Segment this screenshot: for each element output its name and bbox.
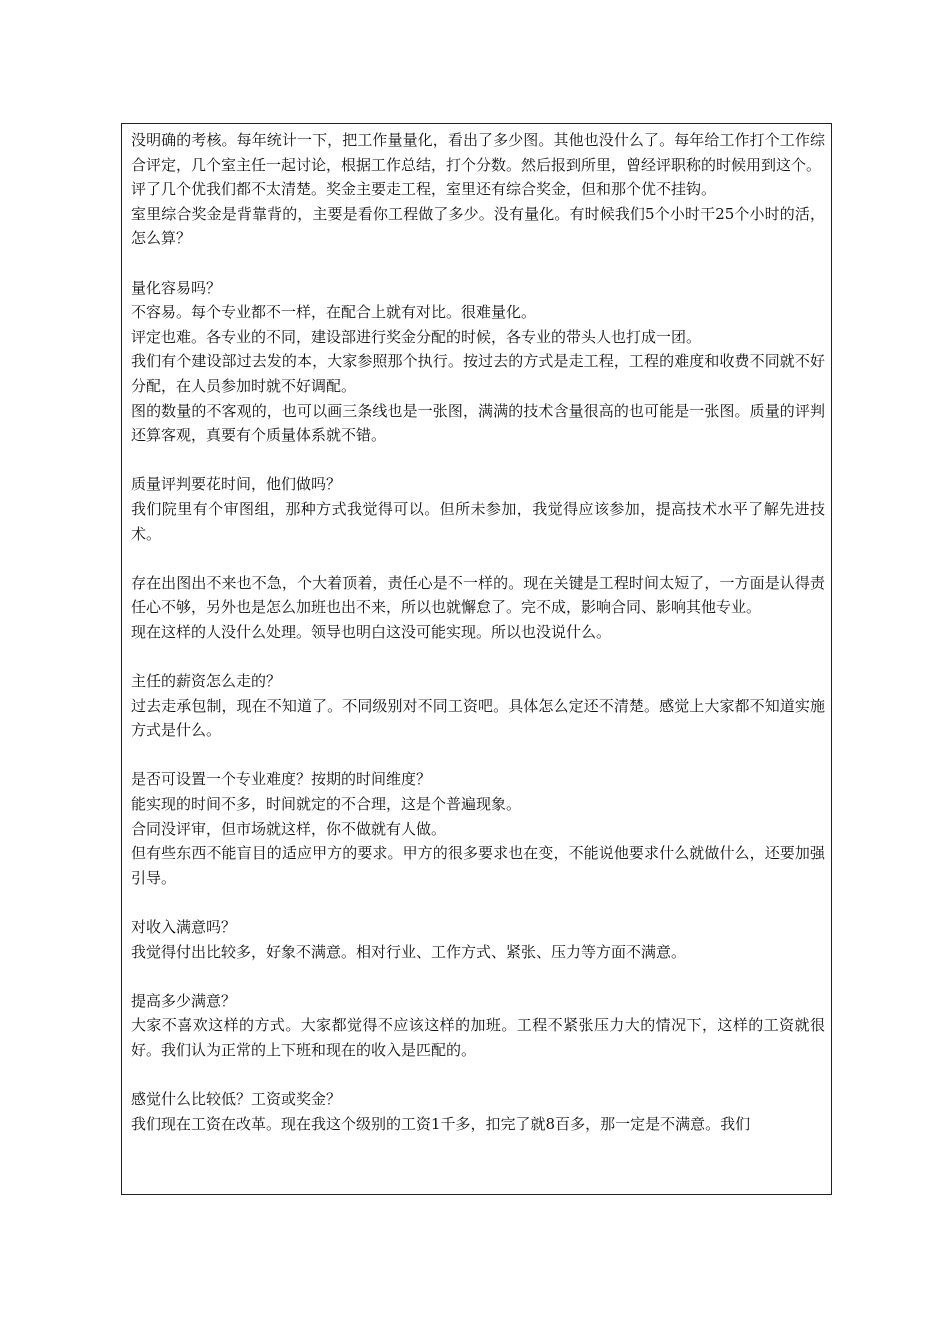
paragraph: 我们现在工资在改革。现在我这个级别的工资1千多，扣完了就8百多，那一定是不满意。我们	[131, 1114, 751, 1133]
paragraph: 提高多少满意？	[131, 991, 237, 1010]
paragraph: 没明确的考核。每年统计一下，把工作量量化，看出了多少图。其他也没什么了。每年给工作打个工作综合评定，几个室主任一起讨论，根据工作总结，打个分数。然后报到所里，曾经评职称的时候用到这个。	[131, 131, 825, 174]
paragraph: 大家不喜欢这样的方式。大家都觉得不应该这样的加班。工程不紧张压力大的情况下，这样的工资就很好。我们认为正常的上下班和现在的收入是匹配的。	[131, 1016, 825, 1059]
blank-line	[131, 251, 825, 276]
paragraph: 存在出图出不来也不急，个大着顶着，责任心是不一样的。现在关键是工程时间太短了，一方面是认得责任心不够，另外也是怎么加班也出不来，所以也就懈怠了。完不成，影响合同、影响其他专业。	[131, 573, 825, 617]
paragraph: 对收入满意吗？	[131, 918, 237, 936]
blank-line	[131, 546, 825, 571]
interview-text-box	[121, 123, 832, 1195]
paragraph: 过去走承包制，现在不知道了。不同级别对不同工资吧。具体怎么定还不清楚。感觉上大家都不知道实施方式是什么。	[131, 696, 825, 740]
paragraph: 我们有个建设部过去发的本，大家参照那个执行。按过去的方式是走工程，工程的难度和收费不同就不好分配，在人员参加时就不好调配。	[131, 352, 825, 395]
blank-line	[131, 890, 825, 915]
blank-line	[131, 743, 825, 768]
paragraph: 我们院里有个审图组，那种方式我觉得可以。但所未参加，我觉得应该参加，提高技术水平了解先进技术。	[131, 499, 825, 543]
paragraph: 我觉得付出比较多，好象不满意。相对行业、工作方式、紧张、压力等方面不满意。	[131, 942, 687, 961]
paragraph: 图的数量的不客观的，也可以画三条线也是一张图，满满的技术含量很高的也可能是一张图。质量的评判还算客观，真要有个质量体系就不错。	[131, 401, 825, 445]
paragraph: 现在这样的人没什么处理。领导也明白这没可能实现。所以也没说什么。	[131, 622, 612, 641]
paragraph: 不容易。每个专业都不一样，在配合上就有对比。很难量化。	[131, 303, 537, 322]
paragraph: 感觉什么比较低？工资或奖金？	[131, 1090, 342, 1109]
blank-line	[131, 448, 825, 473]
paragraph: 能实现的时间不多，时间就定的不合理，这是个普遍现象。	[131, 795, 522, 814]
paragraph: 但有些东西不能盲目的适应甲方的要求。甲方的很多要求也在变，不能说他要求什么就做什么，还要加强引导。	[131, 844, 825, 887]
paragraph: 评了几个优我们都不太清楚。奖金主要走工程，室里还有综合奖金，但和那个优不挂钩。	[131, 180, 717, 199]
blank-line	[131, 964, 825, 989]
paragraph: 室里综合奖金是背靠背的，主要是看你工程做了多少。没有量化。有时候我们5个小时干25个小时的活，怎么算？	[131, 204, 825, 248]
interview-content	[131, 128, 825, 1136]
paragraph: 合同没评审，但市场就这样，你不做就有人做。	[131, 819, 447, 838]
paragraph: 评定也难。各专业的不同，建设部进行奖金分配的时候，各专业的带头人也打成一团。	[131, 327, 702, 346]
blank-line	[131, 644, 825, 669]
paragraph: 质量评判要花时间，他们做吗？	[131, 475, 342, 494]
paragraph: 主任的薪资怎么走的？	[131, 672, 282, 691]
paragraph: 量化容易吗？	[131, 278, 222, 297]
blank-line	[131, 1063, 825, 1088]
paragraph: 是否可设置一个专业难度？按期的时间维度？	[131, 770, 432, 789]
